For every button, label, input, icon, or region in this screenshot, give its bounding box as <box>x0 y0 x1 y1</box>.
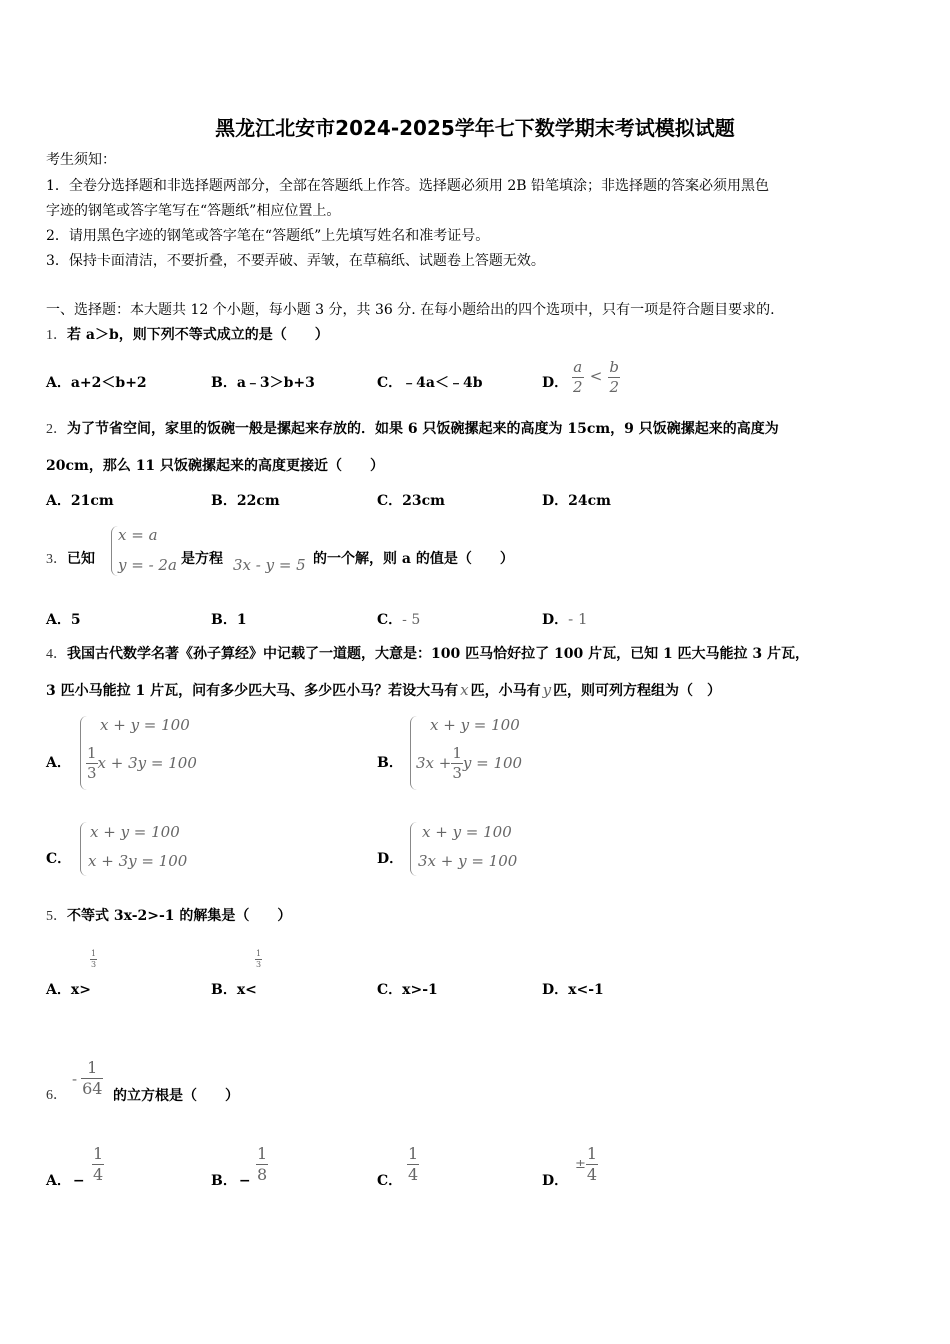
notice-line-3: 3．保持卡面清洁，不要折叠，不要弄破、弄皱，在草稿纸、试题卷上答题无效。 <box>46 253 545 269</box>
plus-minus-sign: ± <box>575 1157 586 1172</box>
numerator: b <box>609 358 620 376</box>
numerator: 1 <box>408 1144 419 1163</box>
q5-option-c[interactable]: C．x>-1 <box>377 982 438 998</box>
q5-a-fraction <box>90 950 97 969</box>
section-heading: 一、选择题：本大题共 12 个小题，每小题 3 分，共 36 分. 在每小题给出的四个选项中，只有一项是符合题目要求的. <box>46 302 775 318</box>
question-2-cont: 20cm，那么 11 只饭碗摞起来的高度更接近（ ） <box>46 458 385 474</box>
q3-option-d[interactable] <box>542 609 588 629</box>
q3-equation: 3x - y = 5 <box>233 556 306 574</box>
minus-sign: - <box>72 1069 78 1088</box>
text-part: 匹，小马有 <box>470 683 541 699</box>
question-text-post: 的一个解，则 a 的值是（ ） <box>313 551 514 567</box>
option-label: D． <box>542 612 569 628</box>
question-text-pre: 已知 <box>67 551 95 567</box>
denominator: 3 <box>256 960 262 969</box>
variable-y: y <box>542 681 552 699</box>
question-text: 若 a＞b，则下列不等式成立的是（ ） <box>67 327 329 343</box>
fraction <box>92 1146 104 1183</box>
question-number: 3． <box>46 552 67 567</box>
denominator: 3 <box>87 764 97 782</box>
system-brace <box>410 822 417 876</box>
notice-heading: 考生须知： <box>46 152 116 168</box>
q1-option-a[interactable]: A．a+2＜b+2 <box>46 375 147 391</box>
numerator: 1 <box>257 1144 268 1163</box>
system-brace <box>111 526 118 576</box>
q4-a-eq2 <box>86 746 197 781</box>
question-number: 5． <box>46 909 67 924</box>
q5-option-d[interactable]: D．x<-1 <box>542 982 604 998</box>
q5-option-a[interactable]: A．x> <box>46 982 91 998</box>
numerator: 1 <box>93 1144 104 1163</box>
q6-option-b[interactable] <box>211 1170 251 1190</box>
question-number: 4． <box>46 647 67 662</box>
q3-system-eq1: x = a <box>118 526 158 544</box>
question-6-number: 6． <box>46 1088 67 1103</box>
option-label: A． <box>46 1173 71 1189</box>
q4-option-d[interactable]: D． <box>377 851 404 867</box>
q4-option-a[interactable]: A． <box>46 755 71 771</box>
q2-option-b[interactable]: B．22cm <box>211 493 280 509</box>
q2-option-a[interactable]: A．21cm <box>46 493 114 509</box>
fraction <box>90 950 97 969</box>
denominator: 2 <box>573 378 583 396</box>
q5-b-fraction <box>255 950 262 969</box>
text-part: 3 匹小马能拉 1 片瓦，问有多少匹大马、多少匹小马？若设大马有 <box>46 683 459 699</box>
notice-line-1: 1．全卷分选择题和非选择题两部分，全部在答题纸上作答。选择题必须用 2B 铅笔填涂；非选择题的答案必须用黑色 <box>46 178 769 194</box>
fraction <box>608 360 620 395</box>
question-6-text: 的立方根是（ ） <box>113 1088 239 1104</box>
question-1 <box>46 325 329 346</box>
q6-expression <box>72 1060 103 1097</box>
equation-rest: x + 3y = 100 <box>97 754 197 772</box>
q1-option-c[interactable]: C．﹣4a＜﹣4b <box>377 375 483 391</box>
minus-sign: − <box>238 1173 251 1189</box>
fraction <box>81 1060 103 1097</box>
option-label: C． <box>377 612 403 628</box>
denominator: 2 <box>609 378 619 396</box>
fraction <box>572 360 584 395</box>
q6-a-fraction <box>92 1146 104 1183</box>
numerator: 1 <box>256 949 262 958</box>
question-number: 2． <box>46 422 67 437</box>
q3-option-c[interactable] <box>377 609 420 629</box>
fraction <box>255 950 262 969</box>
system-brace <box>80 822 87 876</box>
question-text-mid: 是方程 <box>181 551 223 567</box>
question-2 <box>46 419 779 440</box>
question-3 <box>46 549 95 570</box>
q4-option-b[interactable]: B． <box>377 755 403 771</box>
numerator: 1 <box>452 744 462 762</box>
fraction <box>407 1146 419 1183</box>
notice-line-1b: 字迹的钢笔或答字笔写在“答题纸”相应位置上。 <box>46 203 341 219</box>
question-text: 不等式 3x-2>-1 的解集是（ ） <box>67 908 292 924</box>
q2-option-d[interactable]: D．24cm <box>542 493 611 509</box>
page-title: 黑龙江北安市2024-2025学年七下数学期末考试模拟试题 <box>215 116 735 140</box>
q3-option-a[interactable]: A．5 <box>46 612 81 628</box>
option-label: D． <box>542 375 569 391</box>
q4-b-eq1: x + y = 100 <box>430 716 520 734</box>
option-label: B． <box>211 1173 237 1189</box>
q3-option-b[interactable]: B．1 <box>211 612 247 628</box>
q4-b-eq2 <box>416 746 522 781</box>
q4-c-eq2: x + 3y = 100 <box>88 852 188 870</box>
q3-system-eq2: y = - 2a <box>118 556 177 574</box>
q4-d-eq2: 3x + y = 100 <box>418 852 518 870</box>
numerator: 1 <box>87 1058 98 1077</box>
question-4-cont <box>46 680 721 701</box>
q4-d-eq1: x + y = 100 <box>422 823 512 841</box>
fraction <box>586 1146 598 1183</box>
q6-c-fraction <box>407 1146 419 1183</box>
fraction <box>256 1146 268 1183</box>
question-text: 我国古代数学名著《孙子算经》中记载了一道题，大意是：100 匹马恰好拉了 100 片瓦，已知 1 匹大马能拉 3 片瓦， <box>67 646 810 662</box>
q6-option-c[interactable]: C． <box>377 1173 403 1189</box>
variable-x: x <box>460 681 469 699</box>
denominator: 4 <box>93 1165 104 1184</box>
text-part: 匹，则可列方程组为（ ） <box>553 683 722 699</box>
question-5 <box>46 906 291 927</box>
question-number: 1． <box>46 328 67 343</box>
q4-a-eq1: x + y = 100 <box>100 716 190 734</box>
q5-option-b[interactable]: B．x< <box>211 982 257 998</box>
q1-option-b[interactable]: B．a﹣3＞b+3 <box>211 375 315 391</box>
question-4 <box>46 644 809 665</box>
equation-pre: 3x + <box>416 754 452 772</box>
q6-option-a[interactable] <box>46 1170 85 1190</box>
denominator: 3 <box>452 764 462 782</box>
less-than-sign: < <box>589 367 603 385</box>
denominator: 8 <box>257 1165 268 1184</box>
equation-rest: y = 100 <box>462 754 523 772</box>
fraction <box>86 746 98 781</box>
denominator: 4 <box>586 1165 598 1184</box>
numerator: 1 <box>87 744 97 762</box>
numerator: 1 <box>586 1144 598 1163</box>
q6-option-d[interactable]: D． <box>542 1173 569 1189</box>
fraction <box>451 746 463 781</box>
numerator: a <box>573 358 583 376</box>
numerator: 1 <box>91 949 97 958</box>
denominator: 64 <box>82 1079 103 1098</box>
q6-d-fraction <box>575 1146 598 1183</box>
notice-line-2: 2．请用黑色字迹的钢笔或答字笔在“答题纸”上先填写姓名和准考证号。 <box>46 228 490 244</box>
q2-option-c[interactable]: C．23cm <box>377 493 445 509</box>
q1-option-d-math <box>572 360 620 395</box>
q1-option-d[interactable] <box>542 372 568 392</box>
minus-sign: − <box>72 1173 85 1189</box>
option-value: - 1 <box>568 610 588 628</box>
q4-c-eq1: x + y = 100 <box>90 823 180 841</box>
denominator: 4 <box>408 1165 419 1184</box>
question-text: 为了节省空间，家里的饭碗一般是摞起来存放的．如果 6 只饭碗摞起来的高度为 15cm，9 只饭碗摞起来的高度为 <box>67 421 779 437</box>
q4-option-c[interactable]: C． <box>46 851 72 867</box>
option-value: - 5 <box>402 612 421 628</box>
denominator: 3 <box>91 960 97 969</box>
q6-b-fraction <box>256 1146 268 1183</box>
